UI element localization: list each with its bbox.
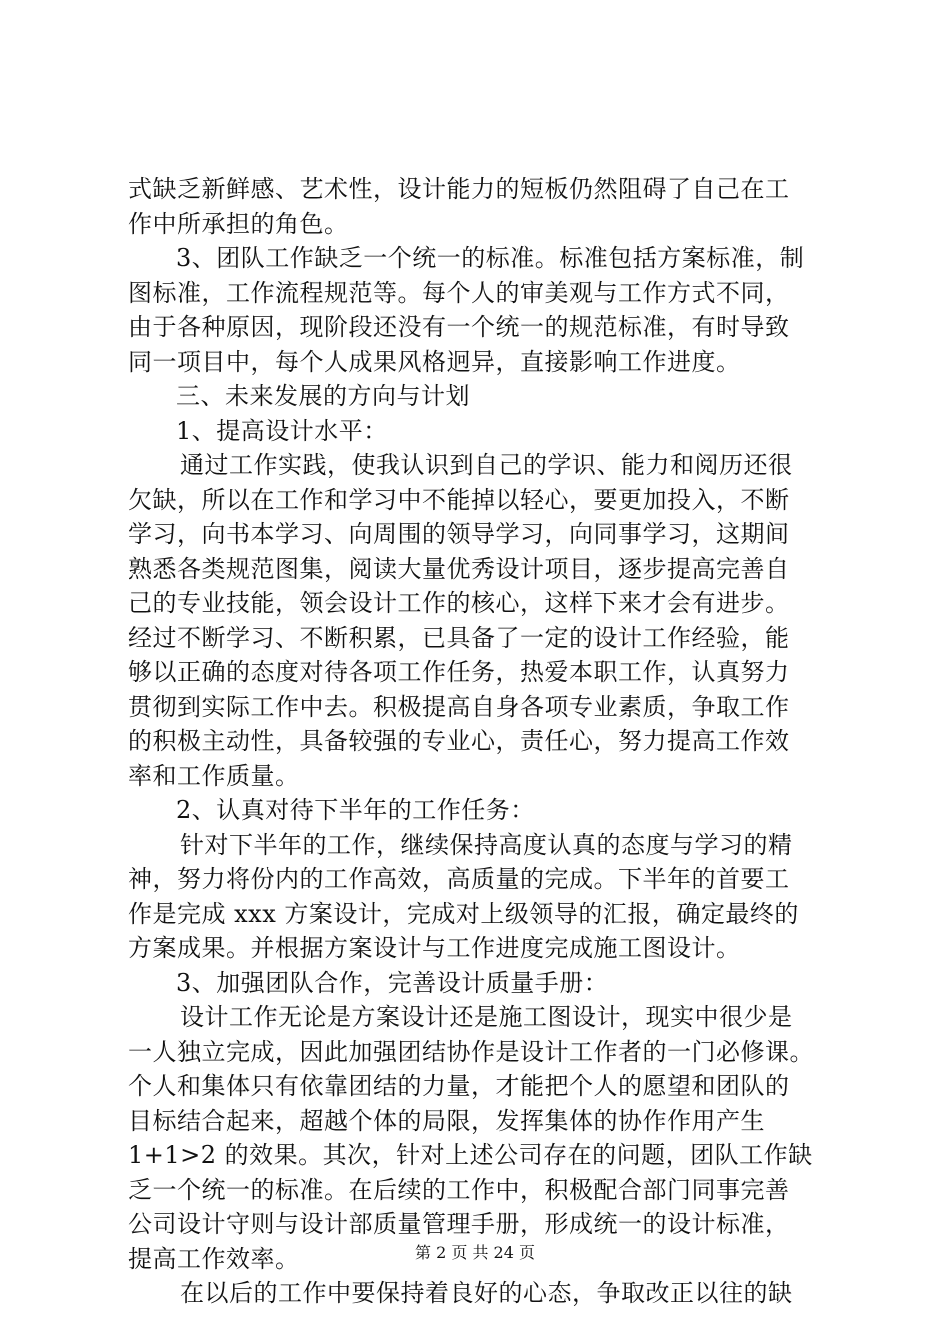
- text-line: 方案成果。并根据方案设计与工作进度完成施工图设计。: [128, 934, 741, 962]
- text-line: 1+1>2 的效果。其次，针对上述公司存在的问题，团队工作缺: [128, 1141, 813, 1169]
- text-line: 提高工作效率。: [128, 1244, 300, 1273]
- text-line: 作是完成 xxx 方案设计，完成对上级领导的汇报，确定最终的: [128, 899, 799, 928]
- text-line: 式缺乏新鲜感、艺术性，设计能力的短板仍然阻碍了自己在工: [128, 175, 790, 203]
- subsection-heading: 2、认真对待下半年的工作任务：: [176, 796, 535, 824]
- subsection-heading: 1、提高设计水平：: [176, 416, 388, 445]
- subsection-heading: 3、加强团队合作，完善设计质量手册：: [176, 968, 609, 997]
- text-line: 公司设计守则与设计部质量管理手册，形成统一的设计标准，: [128, 1210, 790, 1238]
- text-line: 率和工作质量。: [128, 761, 300, 790]
- text-line: 3、团队工作缺乏一个统一的标准。标准包括方案标准，制: [176, 244, 805, 272]
- text-line: 够以正确的态度对待各项工作任务，热爱本职工作，认真努力: [128, 658, 790, 686]
- text-line: 己的专业技能，领会设计工作的核心，这样下来才会有进步。: [128, 589, 790, 617]
- page-number-footer: 第 2 页 共 24 页: [415, 1243, 535, 1262]
- text-line: 设计工作无论是方案设计还是施工图设计，现实中很少是: [180, 1003, 793, 1031]
- text-line: 神，努力将份内的工作高效，高质量的完成。下半年的首要工: [128, 865, 790, 893]
- text-line: 熟悉各类规范图集，阅读大量优秀设计项目，逐步提高完善自: [128, 554, 790, 583]
- text-line: 通过工作实践，使我认识到自己的学识、能力和阅历还很: [180, 451, 793, 479]
- text-line: 由于各种原因，现阶段还没有一个统一的规范标准，有时导致: [128, 313, 790, 341]
- text-line: 学习，向书本学习、向周围的领导学习，向同事学习，这期间: [128, 520, 790, 548]
- text-line: 针对下半年的工作，继续保持高度认真的态度与学习的精: [180, 830, 793, 859]
- text-line: 经过不断学习、不断积累，已具备了一定的设计工作经验，能: [128, 623, 790, 652]
- text-line: 目标结合起来，超越个体的局限，发挥集体的协作作用产生: [128, 1106, 765, 1135]
- text-line: 一人独立完成，因此加强团结协作是设计工作者的一门必修课。: [128, 1037, 814, 1066]
- text-line: 作中所承担的角色。: [128, 209, 349, 238]
- text-line: 乏一个统一的标准。在后续的工作中，积极配合部门同事完善: [128, 1175, 790, 1204]
- document-body: [128, 172, 848, 1311]
- section-heading: 三、未来发展的方向与计划: [176, 382, 470, 410]
- text-line: 贯彻到实际工作中去。积极提高自身各项专业素质，争取工作: [128, 692, 790, 721]
- text-line: 个人和集体只有依靠团结的力量，才能把个人的愿望和团队的: [128, 1072, 790, 1100]
- text-line: 欠缺，所以在工作和学习中不能掉以轻心，要更加投入，不断: [128, 485, 790, 514]
- text-line: 同一项目中，每个人成果风格迥异，直接影响工作进度。: [128, 347, 741, 376]
- text-line: 图标准，工作流程规范等。每个人的审美观与工作方式不同，: [128, 278, 790, 307]
- text-line: 在以后的工作中要保持着良好的心态，争取改正以往的缺: [180, 1279, 793, 1307]
- text-line: 的积极主动性，具备较强的专业心，责任心，努力提高工作效: [128, 727, 790, 755]
